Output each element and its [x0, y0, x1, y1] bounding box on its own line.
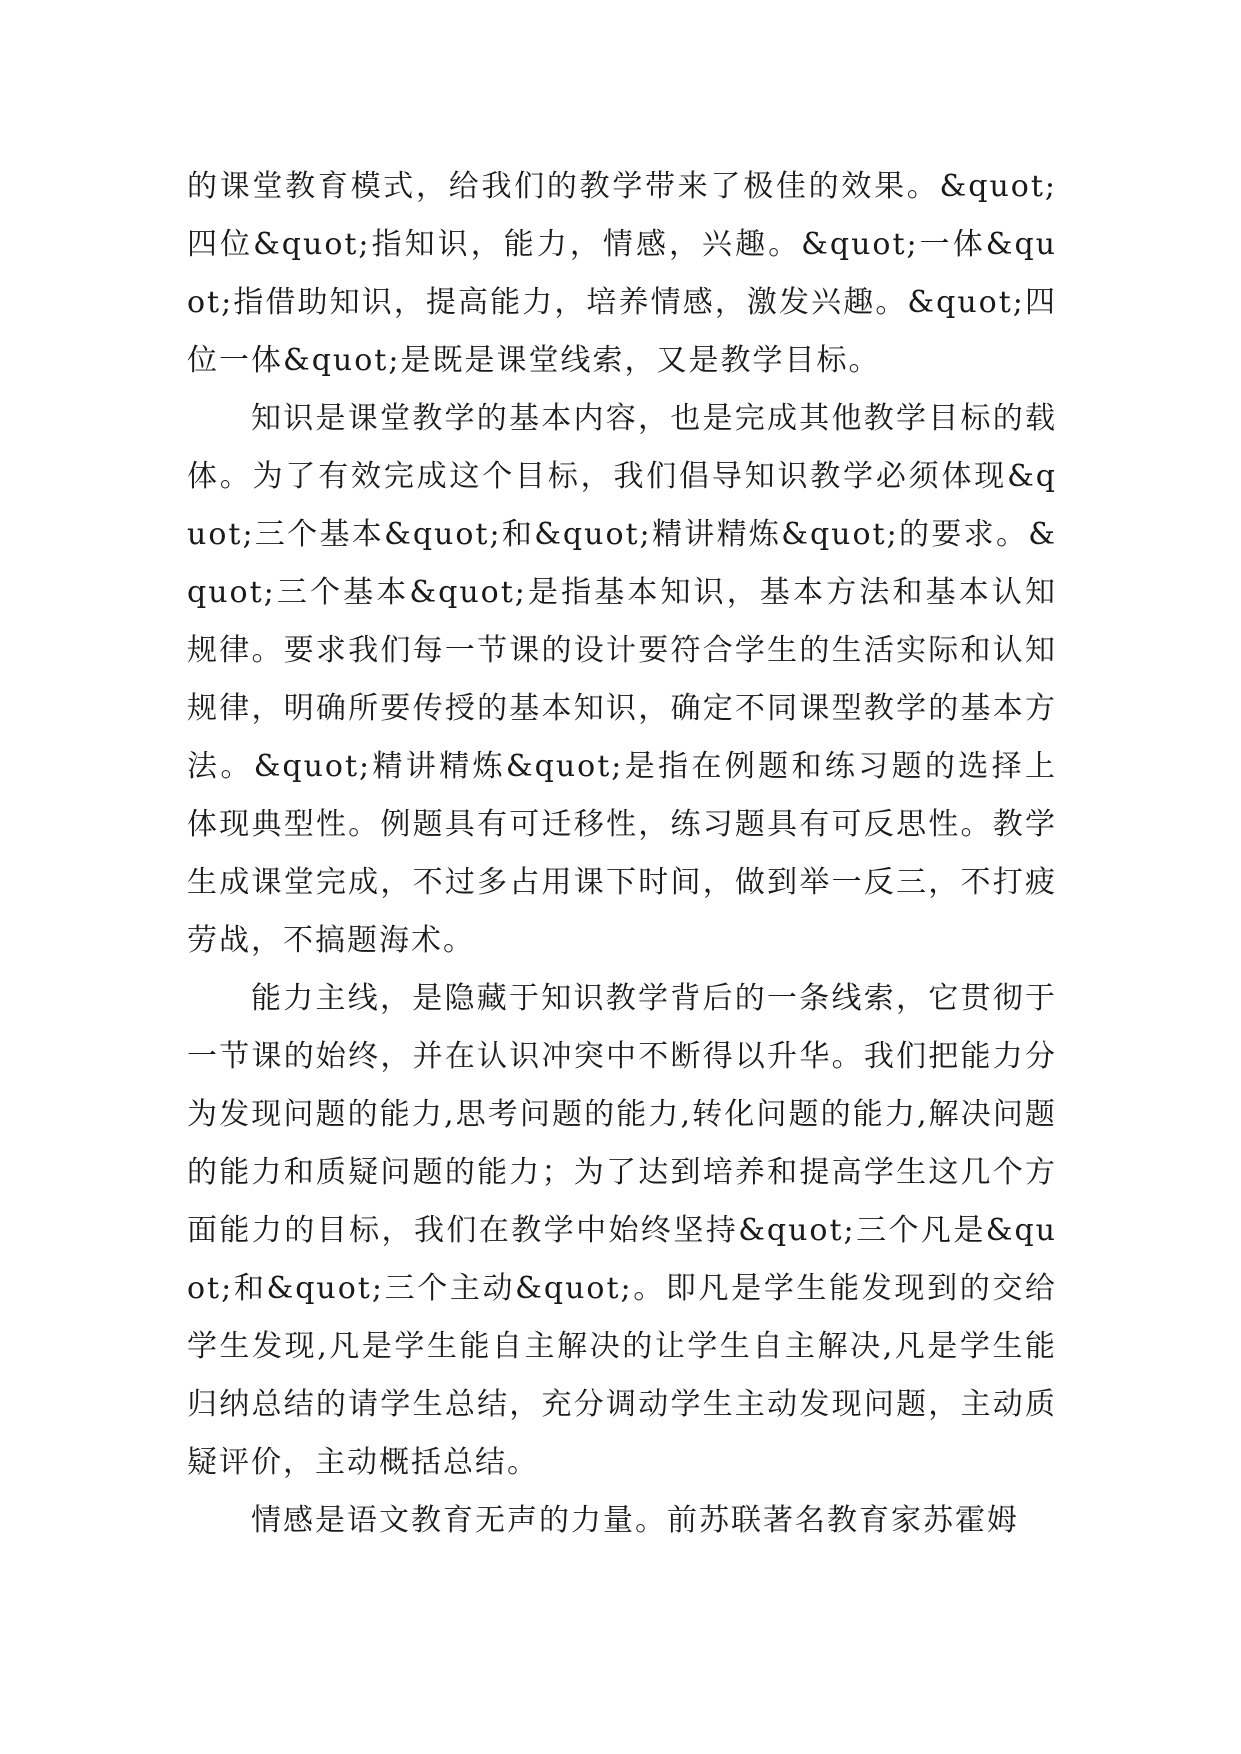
body-text	[187, 158, 1057, 1550]
paragraph-3: 能力主线，是隐藏于知识教学背后的一条线索，它贯彻于一节课的始终，并在认识冲突中不断得以升华。我们把能力分为发现问题的能力,思考问题的能力,转化问题的能力,解决问题的能力和质疑问题的能力；为了达到培养和提高学生这几个方面能力的目标，我们在教学中始终坚持&quot;三个凡是&quot;和&quot;三个主动&quot;。即凡是学生能发现到的交给学生发现,凡是学生能自主解决的让学生自主解决,凡是学生能归纳总结的请学生总结，充分调动学生主动发现问题，主动质疑评价，主动概括总结。	[187, 981, 1057, 1480]
paragraph-2: 知识是课堂教学的基本内容，也是完成其他教学目标的载体。为了有效完成这个目标，我们倡导知识教学必须体现&quot;三个基本&quot;和&quot;精讲精炼&quot;的要求。&quot;三个基本&quot;是指基本知识，基本方法和基本认知规律。要求我们每一节课的设计要符合学生的生活实际和认知规律，明确所要传授的基本知识，确定不同课型教学的基本方法。&quot;精讲精炼&quot;是指在例题和练习题的选择上体现典型性。例题具有可迁移性，练习题具有可反思性。教学生成课堂完成，不过多占用课下时间，做到举一反三，不打疲劳战，不搞题海术。	[187, 401, 1057, 958]
paragraph-1: 的课堂教育模式，给我们的教学带来了极佳的效果。&quot;四位&quot;指知识，能力，情感，兴趣。&quot;一体&quot;指借助知识，提高能力，培养情感，激发兴趣。&quot;四位一体&quot;是既是课堂线索，又是教学目标。	[187, 169, 1057, 378]
paragraph-4: 情感是语文教育无声的力量。前苏联著名教育家苏霍姆	[251, 1503, 1019, 1538]
